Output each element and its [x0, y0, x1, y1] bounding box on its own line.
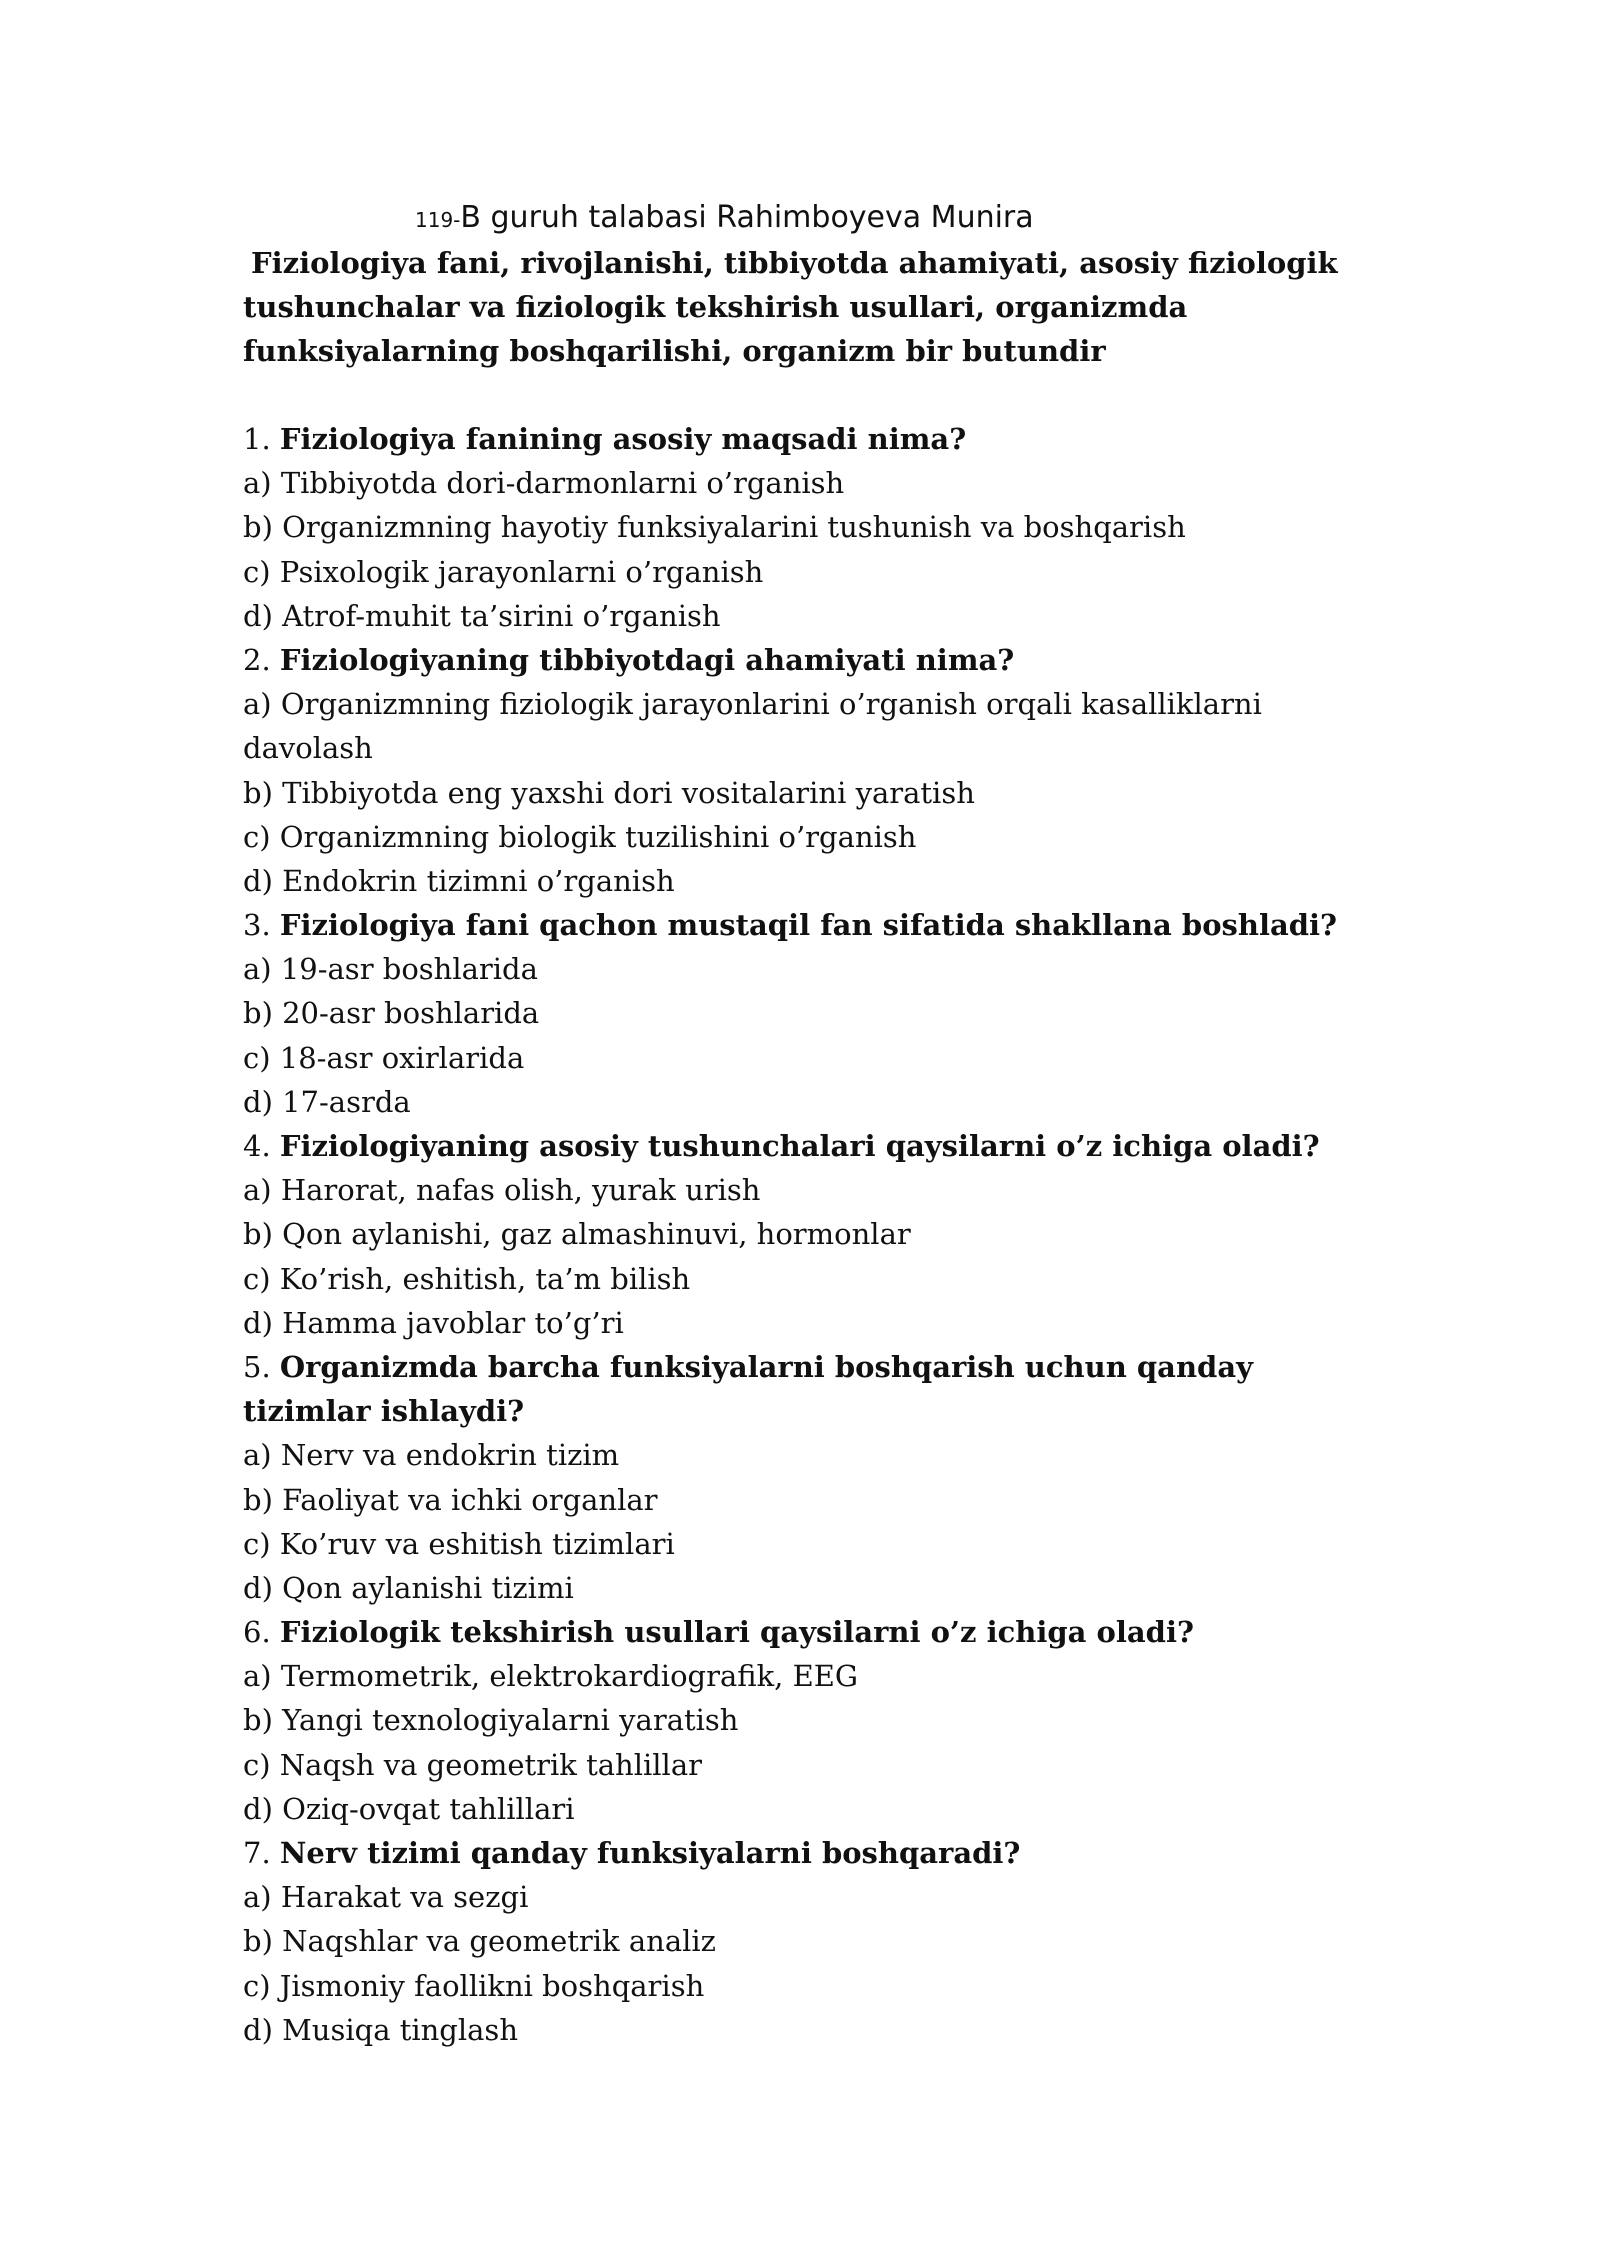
- answer-option-text: b) Faoliyat va ichki organlar: [243, 1482, 658, 1517]
- question-block: [243, 903, 1423, 1124]
- answer-option: [243, 947, 1423, 991]
- answer-option: [243, 1433, 1423, 1477]
- answer-option-text: c) Naqsh va geometrik tahlillar: [243, 1747, 702, 1782]
- answer-option-text: c) Jismoniy faollikni boshqarish: [243, 1968, 705, 2003]
- answer-option-text: b) Yangi texnologiyalarni yaratish: [243, 1703, 739, 1738]
- quiz-list: [243, 417, 1423, 2052]
- answer-option: [243, 1478, 1423, 1522]
- answer-option-text: a) Nerv va endokrin tizim: [243, 1438, 620, 1473]
- title-line: tushunchalar va fiziologik tekshirish usullari, organizmda: [243, 290, 1188, 324]
- answer-option-text: c) Ko’rish, eshitish, ta’m bilish: [243, 1261, 691, 1296]
- answer-option-text: b) Qon aylanishi, gaz almashinuvi, hormonlar: [243, 1217, 911, 1252]
- answer-option-text: c) 18-asr oxirlarida: [243, 1040, 525, 1075]
- answer-option-text: d) Musiqa tinglash: [243, 2012, 518, 2047]
- answer-option: [243, 1036, 1423, 1080]
- question-block: [243, 417, 1423, 638]
- answer-option: [243, 1698, 1423, 1742]
- author-text: B guruh talabasi Rahimboyeva Munira: [460, 200, 1034, 235]
- answer-option-text: a) Termometrik, elektrokardiografik, EEG: [243, 1659, 859, 1694]
- question-text: Organizmda barcha funksiyalarni boshqarish uchun qanday: [279, 1349, 1253, 1384]
- answer-option-text: c) Psixologik jarayonlarni o’rganish: [243, 554, 764, 589]
- question-text: tizimlar ishlaydi?: [243, 1394, 525, 1429]
- question-block: [243, 1124, 1423, 1345]
- question-text: Fiziologiya fani qachon mustaqil fan sifatida shakllana boshladi?: [279, 908, 1338, 943]
- answer-option-text: a) 19-asr boshlarida: [243, 952, 538, 987]
- question-line: [243, 417, 1423, 461]
- answer-option-text: d) Qon aylanishi tizimi: [243, 1570, 574, 1605]
- question-line: [243, 1124, 1423, 1168]
- question-text: Fiziologik tekshirish usullari qaysilarni o’z ichiga oladi?: [279, 1615, 1194, 1650]
- question-line: [243, 1345, 1423, 1389]
- answer-option: [243, 461, 1423, 505]
- answer-option: [243, 594, 1423, 638]
- title-line: Fiziologiya fani, rivojlanishi, tibbiyotda ahamiyati, asosiy fiziologik: [251, 246, 1338, 280]
- answer-option: [243, 815, 1423, 859]
- question-line: [243, 638, 1423, 682]
- question-block: [243, 1831, 1423, 2052]
- question-number: 3.: [243, 908, 271, 943]
- answer-option: [243, 1875, 1423, 1919]
- answer-option-text: d) Hamma javoblar to’g’ri: [243, 1305, 624, 1340]
- answer-option: [243, 1522, 1423, 1566]
- answer-option-text: a) Tibbiyotda dori-darmonlarni o’rganish: [243, 466, 845, 501]
- answer-option: [243, 1301, 1423, 1345]
- question-text: Fiziologiyaning tibbiyotdagi ahamiyati nima?: [279, 642, 1015, 677]
- answer-option: [243, 1654, 1423, 1698]
- answer-option-text: a) Organizmning fiziologik jarayonlarini o’rganish orqali kasalliklarni: [243, 687, 1262, 722]
- answer-option: [243, 1212, 1423, 1256]
- answer-option-text: c) Organizmning biologik tuzilishini o’rganish: [243, 819, 917, 854]
- question-number: 4.: [243, 1129, 271, 1163]
- document-title: [243, 241, 1423, 373]
- answer-option-text: davolash: [243, 731, 373, 766]
- answer-option: [243, 682, 1423, 770]
- answer-option: [243, 1566, 1423, 1610]
- answer-option: [243, 991, 1423, 1035]
- answer-option: [243, 1743, 1423, 1787]
- question-number: 1.: [243, 422, 271, 456]
- question-block: [243, 638, 1423, 903]
- answer-option: [243, 1257, 1423, 1301]
- question-block: [243, 1610, 1423, 1831]
- author-line: [415, 196, 1034, 242]
- answer-option: [243, 550, 1423, 594]
- question-line: [243, 1389, 1423, 1433]
- question-text: Fiziologiyaning asosiy tushunchalari qaysilarni o’z ichiga oladi?: [279, 1129, 1320, 1163]
- question-text: Nerv tizimi qanday funksiyalarni boshqaradi?: [279, 1836, 1021, 1870]
- answer-option-text: a) Harorat, nafas olish, yurak urish: [243, 1173, 761, 1208]
- question-number: 5.: [243, 1349, 271, 1384]
- question-number: 6.: [243, 1615, 271, 1650]
- title-line: funksiyalarning boshqarilishi, organizm bir butundir: [243, 334, 1106, 368]
- answer-option-text: d) Endokrin tizimni o’rganish: [243, 863, 675, 898]
- question-line: [243, 903, 1423, 947]
- question-line: [243, 1831, 1423, 1875]
- answer-option-text: a) Harakat va sezgi: [243, 1880, 529, 1915]
- answer-option-text: d) Atrof-muhit ta’sirini o’rganish: [243, 598, 721, 633]
- answer-option-text: d) Oziq-ovqat tahlillari: [243, 1791, 575, 1826]
- answer-option: [243, 1080, 1423, 1124]
- question-block: [243, 1345, 1423, 1610]
- answer-option: [243, 1787, 1423, 1831]
- answer-option: [243, 1919, 1423, 1963]
- answer-option: [243, 505, 1423, 549]
- answer-option: [243, 1964, 1423, 2008]
- answer-option-text: c) Ko’ruv va eshitish tizimlari: [243, 1526, 675, 1561]
- question-text: Fiziologiya fanining asosiy maqsadi nima?: [279, 422, 967, 456]
- question-number: 2.: [243, 642, 271, 677]
- answer-option-text: b) Naqshlar va geometrik analiz: [243, 1924, 716, 1959]
- question-line: [243, 1610, 1423, 1654]
- answer-option-text: b) Tibbiyotda eng yaxshi dori vositalarini yaratish: [243, 775, 975, 810]
- answer-option-text: b) 20-asr boshlarida: [243, 996, 540, 1031]
- answer-option: [243, 859, 1423, 903]
- answer-option-text: b) Organizmning hayotiy funksiyalarini tushunish va boshqarish: [243, 510, 1186, 545]
- answer-option: [243, 1168, 1423, 1212]
- group-number: 119-: [415, 208, 461, 232]
- answer-option-text: d) 17-asrda: [243, 1084, 411, 1119]
- question-number: 7.: [243, 1836, 271, 1870]
- answer-option: [243, 771, 1423, 815]
- answer-option: [243, 2008, 1423, 2052]
